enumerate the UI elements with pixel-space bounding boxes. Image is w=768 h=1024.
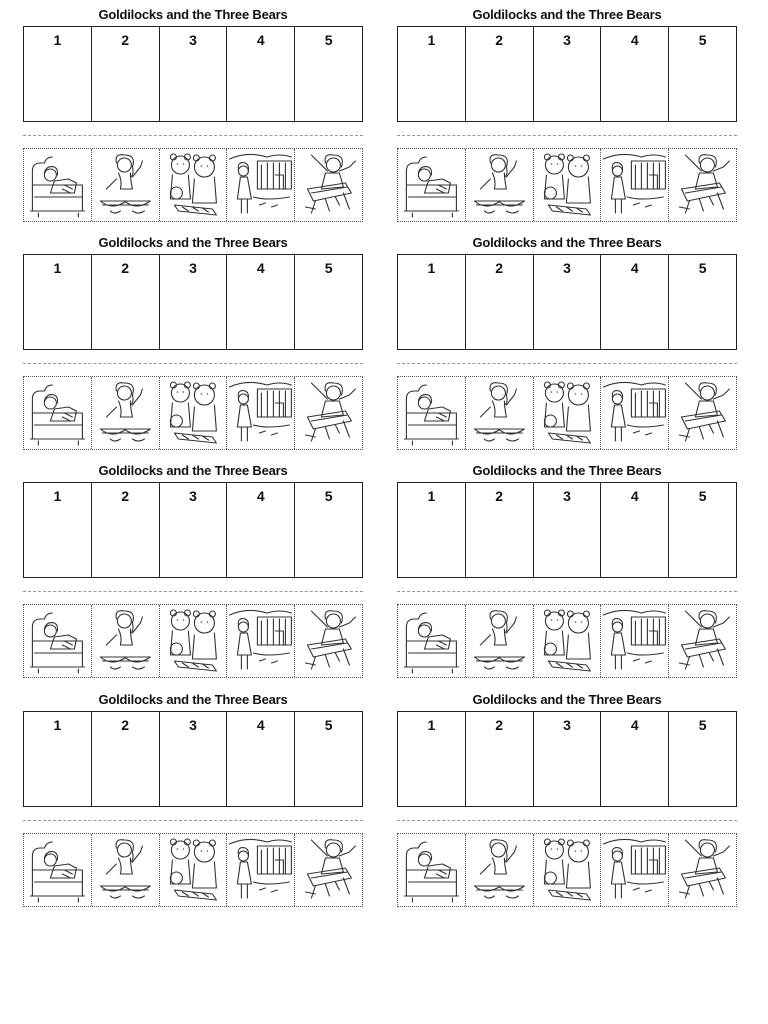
sequence-box-2 — [466, 712, 534, 806]
goldilocks-eating-porridge-icon — [92, 377, 160, 449]
sheet-title: Goldilocks and the Three Bears — [98, 7, 288, 22]
goldilocks-in-bed-icon — [398, 834, 466, 906]
box-number: 2 — [121, 260, 130, 276]
sequence-box-2 — [466, 255, 534, 349]
sequence-box-5 — [669, 712, 736, 806]
box-number: 2 — [121, 717, 130, 733]
sequence-box-4 — [227, 255, 295, 349]
three-bears-icon — [160, 605, 228, 677]
story-sequence-sheet — [23, 689, 363, 911]
sequence-box-1 — [24, 483, 92, 577]
box-number: 4 — [630, 32, 639, 48]
box-number: 3 — [189, 488, 197, 504]
box-number: 2 — [121, 32, 130, 48]
goldilocks-in-bed-icon — [398, 605, 466, 677]
bears-cottage-icon — [601, 834, 668, 906]
goldilocks-broken-chair-icon — [295, 377, 362, 449]
box-number: 2 — [121, 488, 130, 504]
goldilocks-in-bed-icon — [24, 834, 91, 906]
bears-cottage-icon — [227, 605, 294, 677]
sequence-box-3 — [160, 712, 228, 806]
sequence-box-5 — [295, 255, 362, 349]
goldilocks-eating-porridge-icon — [466, 377, 533, 449]
goldilocks-eating-porridge-icon — [92, 605, 160, 677]
sheet-title: Goldilocks and the Three Bears — [472, 692, 662, 707]
sequence-box-5 — [669, 255, 736, 349]
box-number: 1 — [53, 260, 62, 276]
bears-cottage-icon — [227, 149, 294, 221]
sequence-box-2 — [92, 27, 160, 121]
cut-line — [397, 591, 737, 592]
bears-cottage-icon — [227, 149, 295, 221]
picture-cards — [23, 604, 363, 678]
sequence-box-4 — [601, 27, 669, 121]
box-number: 5 — [698, 717, 707, 733]
goldilocks-eating-porridge-icon — [466, 377, 534, 449]
bears-cottage-icon — [601, 149, 669, 221]
three-bears-icon — [160, 377, 228, 449]
goldilocks-in-bed-icon — [398, 605, 465, 677]
three-bears-icon — [160, 149, 227, 221]
three-bears-icon — [534, 149, 602, 221]
picture-cards — [397, 376, 737, 450]
box-number: 5 — [324, 260, 333, 276]
cut-line — [397, 820, 737, 821]
goldilocks-in-bed-icon — [398, 834, 465, 906]
sequence-box-5 — [669, 27, 736, 121]
sequence-box-5 — [295, 712, 362, 806]
goldilocks-in-bed-icon — [24, 149, 91, 221]
goldilocks-broken-chair-icon — [295, 605, 362, 677]
cut-line — [23, 135, 363, 136]
sheet-title: Goldilocks and the Three Bears — [472, 463, 662, 478]
goldilocks-eating-porridge-icon — [92, 149, 160, 221]
goldilocks-in-bed-icon — [24, 605, 91, 677]
story-sequence-sheet — [23, 4, 363, 226]
sequence-box-3 — [534, 27, 602, 121]
box-number: 5 — [324, 488, 333, 504]
sequence-box-1 — [398, 483, 466, 577]
goldilocks-broken-chair-icon — [295, 834, 362, 906]
goldilocks-in-bed-icon — [24, 377, 92, 449]
sequence-box-1 — [24, 27, 92, 121]
sequence-box-3 — [160, 483, 228, 577]
three-bears-icon — [160, 605, 227, 677]
sequence-box-2 — [92, 483, 160, 577]
bears-cottage-icon — [227, 834, 295, 906]
sequence-box-1 — [24, 255, 92, 349]
sequence-box-4 — [601, 255, 669, 349]
goldilocks-broken-chair-icon — [295, 834, 362, 906]
sequence-box-1 — [398, 255, 466, 349]
picture-cards — [23, 376, 363, 450]
goldilocks-broken-chair-icon — [295, 377, 362, 449]
story-sequence-sheet — [23, 460, 363, 682]
goldilocks-broken-chair-icon — [669, 149, 736, 221]
three-bears-icon — [160, 377, 227, 449]
cut-line — [23, 820, 363, 821]
bears-cottage-icon — [601, 377, 669, 449]
sheet-title: Goldilocks and the Three Bears — [98, 463, 288, 478]
goldilocks-broken-chair-icon — [669, 149, 736, 221]
cut-line — [397, 135, 737, 136]
box-number: 3 — [563, 260, 571, 276]
box-number: 2 — [495, 488, 504, 504]
sheet-title: Goldilocks and the Three Bears — [472, 7, 662, 22]
picture-cards — [23, 148, 363, 222]
goldilocks-eating-porridge-icon — [92, 149, 159, 221]
goldilocks-broken-chair-icon — [295, 605, 362, 677]
sequence-box-5 — [295, 27, 362, 121]
sequence-box-1 — [398, 27, 466, 121]
three-bears-icon — [534, 605, 602, 677]
picture-cards — [397, 148, 737, 222]
goldilocks-broken-chair-icon — [669, 377, 736, 449]
goldilocks-eating-porridge-icon — [92, 377, 159, 449]
three-bears-icon — [160, 149, 228, 221]
box-number: 3 — [189, 32, 197, 48]
three-bears-icon — [534, 377, 602, 449]
sequence-box-3 — [534, 483, 602, 577]
three-bears-icon — [534, 149, 601, 221]
goldilocks-broken-chair-icon — [669, 605, 736, 677]
sequence-boxes — [397, 482, 737, 578]
bears-cottage-icon — [601, 834, 669, 906]
goldilocks-broken-chair-icon — [295, 149, 362, 221]
goldilocks-in-bed-icon — [398, 149, 466, 221]
box-number: 1 — [53, 717, 62, 733]
sheet-title: Goldilocks and the Three Bears — [98, 235, 288, 250]
box-number: 4 — [256, 260, 265, 276]
story-sequence-sheet — [23, 232, 363, 454]
box-number: 2 — [495, 32, 504, 48]
story-sequence-sheet — [397, 689, 737, 911]
goldilocks-in-bed-icon — [24, 149, 92, 221]
sequence-box-3 — [160, 255, 228, 349]
goldilocks-eating-porridge-icon — [466, 834, 534, 906]
box-number: 1 — [427, 717, 436, 733]
cut-line — [23, 591, 363, 592]
sheet-title: Goldilocks and the Three Bears — [98, 692, 288, 707]
sequence-box-2 — [92, 712, 160, 806]
sequence-box-4 — [601, 712, 669, 806]
three-bears-icon — [534, 834, 602, 906]
box-number: 3 — [563, 488, 571, 504]
box-number: 1 — [53, 32, 62, 48]
sequence-box-5 — [295, 483, 362, 577]
sequence-box-4 — [227, 483, 295, 577]
three-bears-icon — [534, 605, 601, 677]
sequence-box-3 — [534, 255, 602, 349]
sequence-boxes — [397, 26, 737, 122]
goldilocks-in-bed-icon — [398, 377, 466, 449]
sequence-boxes — [397, 711, 737, 807]
goldilocks-in-bed-icon — [24, 377, 91, 449]
goldilocks-eating-porridge-icon — [466, 149, 533, 221]
bears-cottage-icon — [601, 149, 668, 221]
sequence-box-1 — [24, 712, 92, 806]
bears-cottage-icon — [601, 377, 668, 449]
box-number: 4 — [256, 488, 265, 504]
goldilocks-broken-chair-icon — [669, 834, 736, 906]
box-number: 4 — [630, 488, 639, 504]
box-number: 3 — [189, 717, 197, 733]
box-number: 4 — [256, 717, 265, 733]
goldilocks-in-bed-icon — [24, 834, 92, 906]
goldilocks-eating-porridge-icon — [466, 149, 534, 221]
box-number: 1 — [427, 488, 436, 504]
bears-cottage-icon — [601, 605, 669, 677]
cut-line — [397, 363, 737, 364]
goldilocks-eating-porridge-icon — [92, 605, 159, 677]
box-number: 4 — [630, 260, 639, 276]
goldilocks-broken-chair-icon — [669, 605, 736, 677]
sequence-box-3 — [160, 27, 228, 121]
picture-cards — [23, 833, 363, 907]
goldilocks-in-bed-icon — [398, 377, 465, 449]
box-number: 5 — [698, 32, 707, 48]
box-number: 3 — [189, 260, 197, 276]
goldilocks-in-bed-icon — [24, 605, 92, 677]
box-number: 5 — [698, 488, 707, 504]
story-sequence-sheet — [397, 232, 737, 454]
box-number: 2 — [495, 260, 504, 276]
sequence-box-2 — [466, 27, 534, 121]
goldilocks-eating-porridge-icon — [92, 834, 159, 906]
box-number: 1 — [53, 488, 62, 504]
three-bears-icon — [160, 834, 228, 906]
sequence-box-3 — [534, 712, 602, 806]
goldilocks-in-bed-icon — [398, 149, 465, 221]
bears-cottage-icon — [227, 834, 294, 906]
bears-cottage-icon — [601, 605, 668, 677]
picture-cards — [397, 604, 737, 678]
box-number: 1 — [427, 32, 436, 48]
goldilocks-broken-chair-icon — [669, 834, 736, 906]
goldilocks-eating-porridge-icon — [92, 834, 160, 906]
cut-line — [23, 363, 363, 364]
box-number: 5 — [324, 717, 333, 733]
bears-cottage-icon — [227, 377, 294, 449]
bears-cottage-icon — [227, 605, 295, 677]
sheet-title: Goldilocks and the Three Bears — [472, 235, 662, 250]
sequence-box-1 — [398, 712, 466, 806]
box-number: 3 — [563, 32, 571, 48]
sequence-boxes — [23, 254, 363, 350]
goldilocks-eating-porridge-icon — [466, 605, 534, 677]
sequence-boxes — [23, 711, 363, 807]
sequence-boxes — [397, 254, 737, 350]
box-number: 1 — [427, 260, 436, 276]
goldilocks-broken-chair-icon — [295, 149, 362, 221]
sequence-box-4 — [227, 27, 295, 121]
bears-cottage-icon — [227, 377, 295, 449]
three-bears-icon — [534, 834, 601, 906]
picture-cards — [397, 833, 737, 907]
box-number: 5 — [698, 260, 707, 276]
goldilocks-eating-porridge-icon — [466, 605, 533, 677]
sequence-boxes — [23, 482, 363, 578]
sequence-box-2 — [466, 483, 534, 577]
sequence-box-2 — [92, 255, 160, 349]
box-number: 3 — [563, 717, 571, 733]
three-bears-icon — [160, 834, 227, 906]
story-sequence-sheet — [397, 460, 737, 682]
sequence-box-4 — [601, 483, 669, 577]
box-number: 4 — [256, 32, 265, 48]
goldilocks-eating-porridge-icon — [466, 834, 533, 906]
three-bears-icon — [534, 377, 601, 449]
box-number: 4 — [630, 717, 639, 733]
sequence-boxes — [23, 26, 363, 122]
sequence-box-5 — [669, 483, 736, 577]
box-number: 2 — [495, 717, 504, 733]
story-sequence-sheet — [397, 4, 737, 226]
sequence-box-4 — [227, 712, 295, 806]
goldilocks-broken-chair-icon — [669, 377, 736, 449]
box-number: 5 — [324, 32, 333, 48]
